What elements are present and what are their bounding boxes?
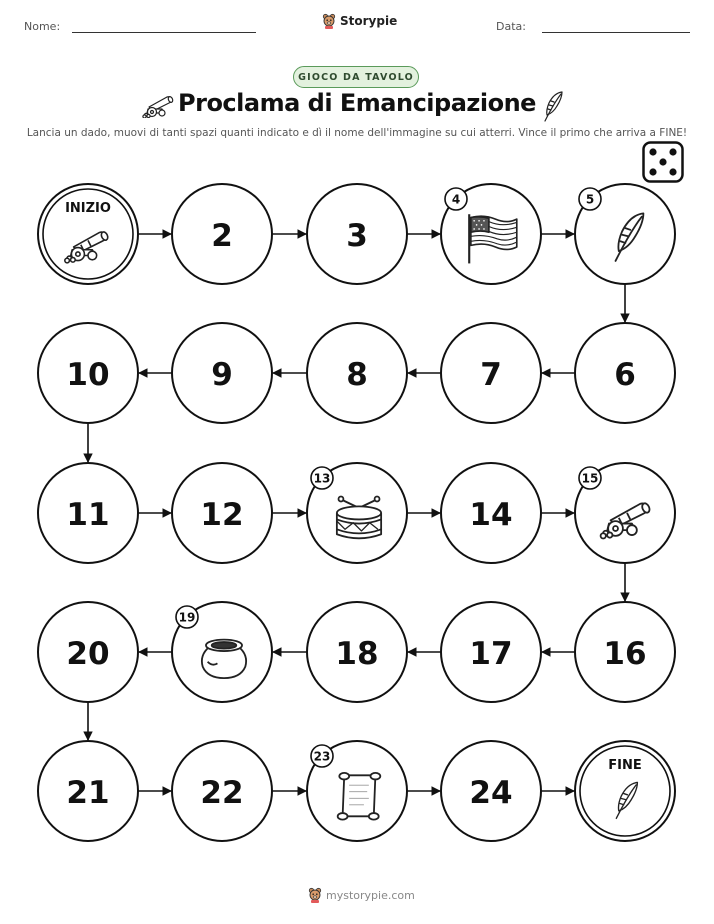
board-space-9 <box>172 323 272 423</box>
instructions: Lancia un dado, muovi di tanti spazi quanti indicato e dì il nome dell'immagine su cui atterri. Vince il primo che arriva a FINE! <box>26 127 688 139</box>
board-space-10 <box>38 323 138 423</box>
pot-icon <box>202 640 246 679</box>
board-space-24 <box>441 741 541 841</box>
board-space-7 <box>441 323 541 423</box>
board-space-11 <box>38 463 138 563</box>
space-number: 21 <box>66 775 110 811</box>
board-space-14 <box>441 463 541 563</box>
space-number: 2 <box>211 218 233 254</box>
page-title: Proclama di Emancipazione <box>178 89 536 117</box>
board-space-21 <box>38 741 138 841</box>
space-number-badge: 23 <box>313 749 331 764</box>
space-number: 11 <box>66 497 110 533</box>
space-number: 22 <box>200 775 244 811</box>
space-number-badge: 13 <box>313 471 331 486</box>
category-badge: GIOCO DA TAVOLO <box>293 66 419 88</box>
board-space-22 <box>172 741 272 841</box>
board-space-20 <box>38 602 138 702</box>
space-label: FINE <box>608 758 642 773</box>
board-space-8 <box>307 323 407 423</box>
space-number: 9 <box>211 357 233 393</box>
board-space-4 <box>441 184 541 284</box>
space-label: INIZIO <box>65 201 111 216</box>
space-number: 3 <box>346 218 368 254</box>
space-number-badge: 4 <box>451 192 461 207</box>
board-space-13 <box>307 463 407 563</box>
footer <box>308 887 415 903</box>
board-space-16 <box>575 602 675 702</box>
space-number: 8 <box>346 357 368 393</box>
space-number: 18 <box>335 636 379 672</box>
space-number: 7 <box>480 357 502 393</box>
space-number: 14 <box>469 497 513 533</box>
brand-name: Storypie <box>340 14 398 28</box>
board-space-15 <box>575 463 675 563</box>
board-space-19 <box>172 602 272 702</box>
board-space-2 <box>172 184 272 284</box>
space-number: 10 <box>66 357 110 393</box>
board-space-25 <box>575 741 675 841</box>
board-space-12 <box>172 463 272 563</box>
space-number: 20 <box>66 636 110 672</box>
board-space-6 <box>575 323 675 423</box>
scroll-icon <box>338 773 381 820</box>
space-number: 24 <box>469 775 513 811</box>
board-space-17 <box>441 602 541 702</box>
board-space-5 <box>575 184 675 284</box>
board-space-18 <box>307 602 407 702</box>
space-number: 17 <box>469 636 513 672</box>
board-space-23 <box>307 741 407 841</box>
space-number-badge: 5 <box>585 192 595 207</box>
space-number: 12 <box>200 497 244 533</box>
space-number-badge: 19 <box>178 610 196 625</box>
footer-url: mystorypie.com <box>326 888 415 902</box>
bear-mascot-icon <box>308 887 322 903</box>
name-label: Nome: <box>24 20 61 33</box>
date-label: Data: <box>496 20 526 33</box>
space-number: 16 <box>603 636 647 672</box>
space-number-badge: 15 <box>581 471 599 486</box>
board-space-3 <box>307 184 407 284</box>
space-number: 6 <box>614 357 636 393</box>
board-space-1 <box>38 184 138 284</box>
